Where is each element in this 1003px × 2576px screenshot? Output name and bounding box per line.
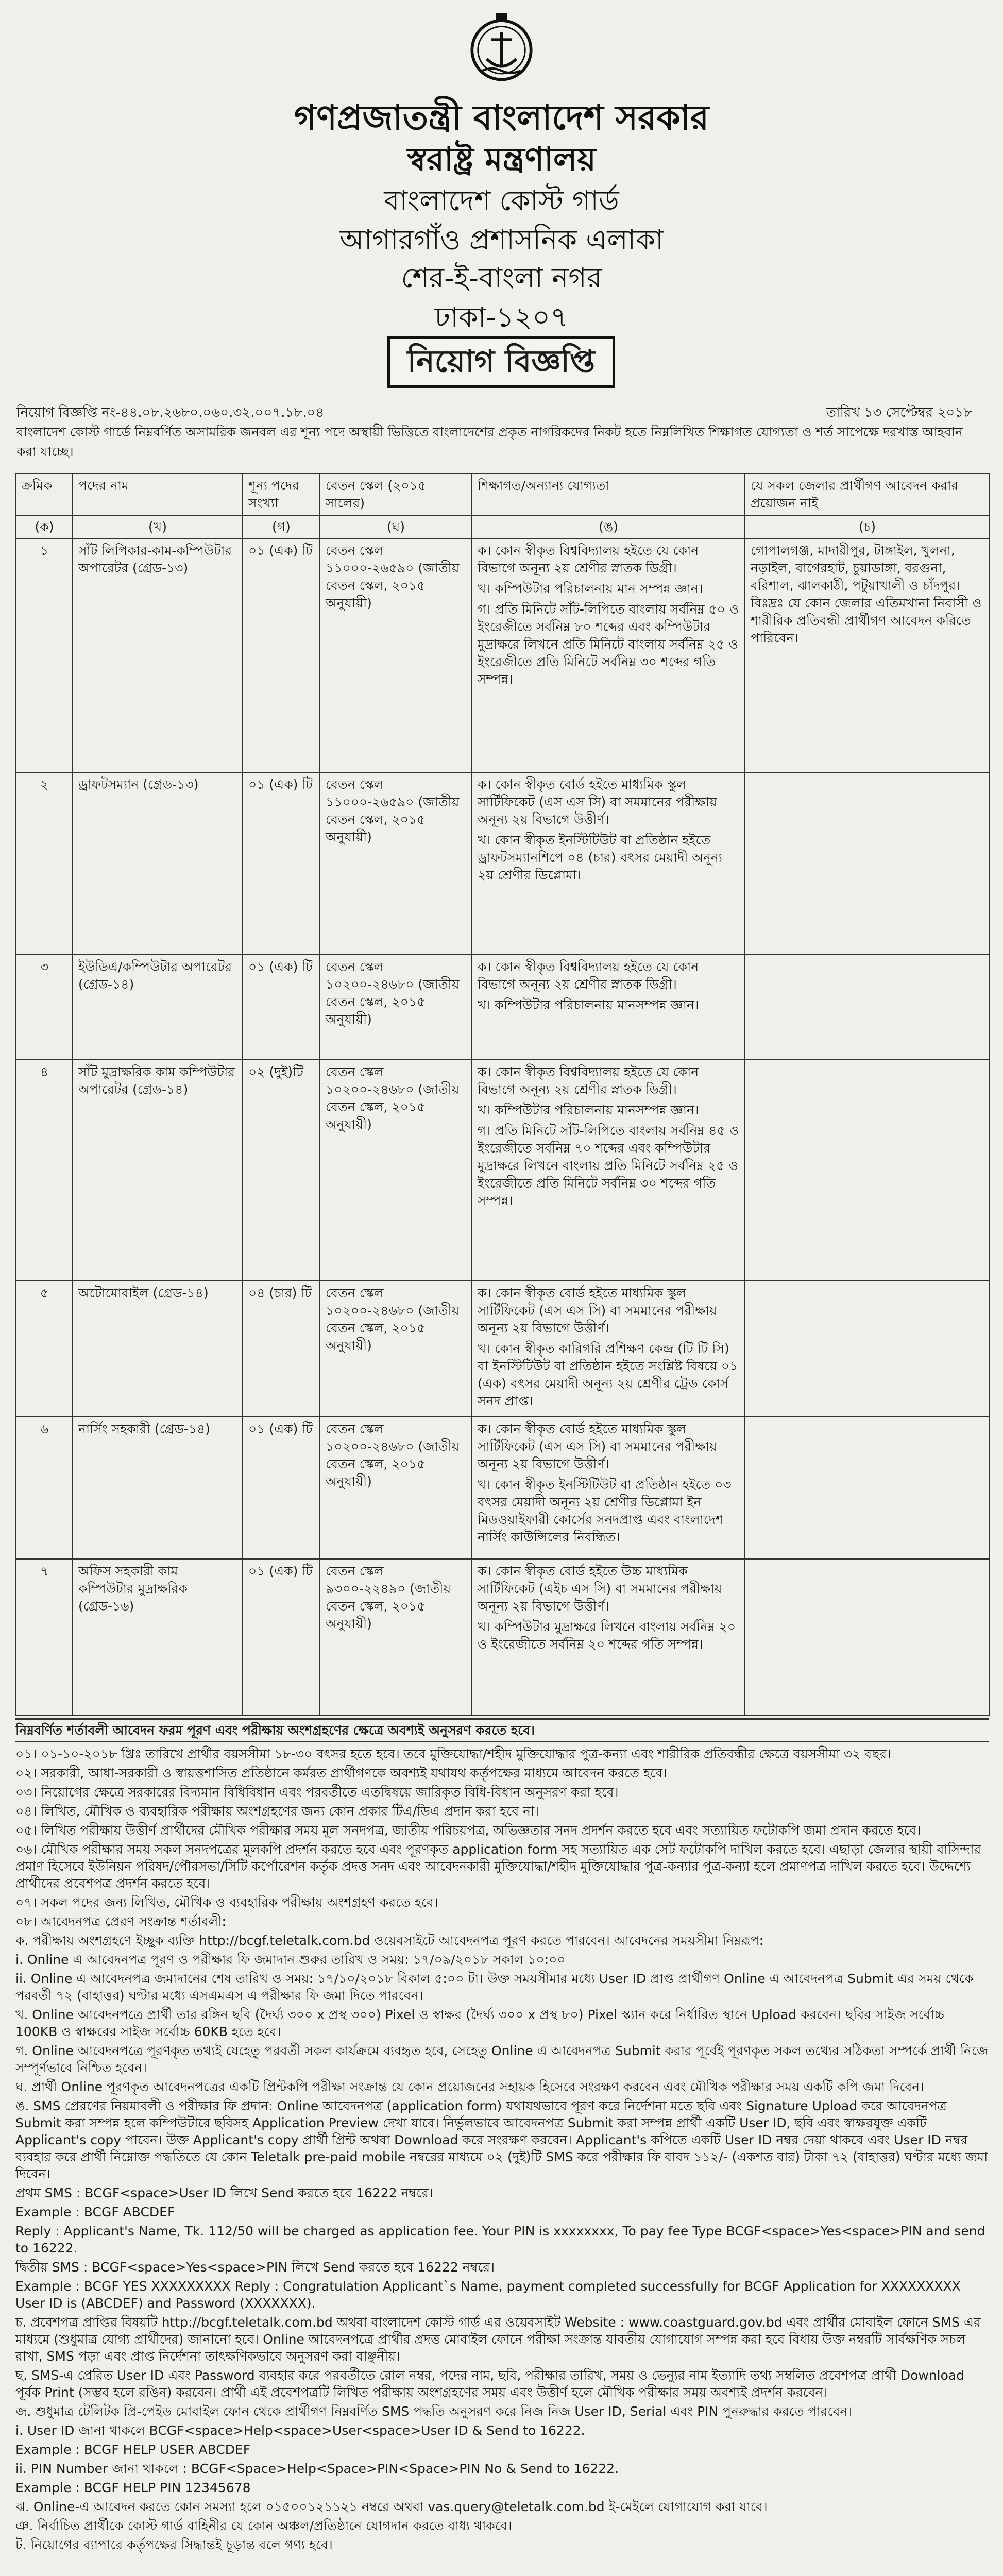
condition-item: ০৩। নিয়োগের ক্ষেত্রে সরকারের বিদ্যমান বিধিবিধান এবং পরবর্তীতে এতদ্বিষয়ে জারিকৃত বিধি-বিধান অনুসরণ করা হবে। — [15, 1785, 619, 1800]
sms-instruction: Example : BCGF HELP USER ABCDEF — [15, 2442, 251, 2457]
post-name-cell: অটোমোবাইল (গ্রেড-১৪) — [73, 1281, 243, 1417]
coast-guard-emblem-icon — [465, 10, 538, 84]
sms-instruction: i. User ID জানা থাকলে BCGF<space>Help<space>User<space>User ID & Send to 16222. — [15, 2423, 585, 2438]
vacancy-count-cell: ০১ (এক) টি — [243, 955, 320, 1060]
pay-scale-cell: বেতন স্কেল ১১০০০-২৬৫৯০ (জাতীয় বেতন স্কেল, ২০১৫ অনুযায়ী) — [320, 538, 472, 772]
conditions-title: নিম্নবর্ণিত শর্তাবলী আবেদন ফরম পূরণ এবং পরীক্ষায় অংশগ্রহণের ক্ষেত্রে অবশ্যই অনুসরণ করতে হবে। — [15, 1718, 989, 1742]
serial-cell: ৬ — [16, 1417, 73, 1559]
table-row — [16, 955, 990, 1060]
online-instruction: ii. Online এ আবেদনপত্র জমাদানের শেষ তারিখ ও সময়: ১৭/১০/২০১৮ বিকাল ৫:০০ টা। উক্ত সময়সীমার মধ্যে User ID প্রাপ্ত প্রার্থীগণ Online এ আবেদনপত্র Submit এর সময় থেকে পরবর্তী ৭২ (বাহাত্তর) ঘণ্টার মধ্যে এসএমএস এ পরীক্ষার ফি জমা দিতে পারবেন। — [15, 1971, 974, 2003]
post-name-cell: সাঁট মুদ্রাক্ষরিক কাম কম্পিউটার অপারেটর (গ্রেড-১৪) — [73, 1060, 243, 1281]
excluded-districts-cell — [745, 1060, 990, 1281]
qualification-item: খ। কোন স্বীকৃত ইনস্টিটিউট বা প্রতিষ্ঠান হইতে ০৩ বৎসর মেয়াদী অনূন্য ২য় শ্রেণীর ডিপ্লোমা ইন মিডওয়াইফারী কোর্সের সনদপ্রাপ্ত এবং বাংলাদেশ নার্সিং কাউন্সিলের নিবন্ধিত। — [478, 1477, 732, 1545]
post-name-cell: নার্সিং সহকারী (গ্রেড-১৪) — [73, 1417, 243, 1559]
excluded-districts-cell — [745, 955, 990, 1060]
sms-instruction: Example : BCGF ABCDEF — [15, 2205, 175, 2219]
organization-title: বাংলাদেশ কোস্ট গার্ড — [384, 184, 619, 217]
address-line-3: ঢাকা-১২০৭ — [434, 301, 569, 333]
header-qualification: শিক্ষাগত/অন্যান্য যোগ্যতা — [472, 473, 745, 516]
serial-cell: ২ — [16, 772, 73, 955]
column-letter: (ঙ) — [472, 516, 745, 538]
header-vacancy-count: শূন্য পদের সংখ্যা — [243, 473, 320, 516]
condition-item: ০১। ০১-১০-২০১৮ খ্রিঃ তারিখে প্রার্থীর বয়সসীমা ১৮-৩০ বৎসর হতে হবে। তবে মুক্তিযোদ্ধা/শহীদ মুক্তিযোদ্ধার পুত্র-কন্যা এবং শারীরিক প্রতিবন্ধীর ক্ষেত্রে বয়সসীমা ৩২ বছর। — [15, 1747, 892, 1761]
excluded-districts-cell — [745, 1559, 990, 1716]
vacancy-count-cell: ০৪ (চার) টি — [243, 1281, 320, 1417]
vacancy-count-cell: ০২ (দুই)টি — [243, 1060, 320, 1281]
column-letter: (ক) — [16, 516, 73, 538]
online-instruction: গ. Online আবেদনপত্রে পূরণকৃত তথ্যই যেহেতু পরবর্তী সকল কার্যক্রমে ব্যবহৃত হবে, সেহেতু Online এ আবেদনপত্র Submit করার পূর্বেই পূরণকৃত সকল তথ্যের সঠিকতা সম্পর্কে প্রার্থী নিজে সম্পূর্ণভাবে নিশ্চিত হবেন। — [15, 2043, 989, 2075]
condition-item: ০৪। লিখিত, মৌখিক ও ব্যবহারিক পরীক্ষায় অংশগ্রহণের জন্য কোন প্রকার টিএ/ডিএ প্রদান করা হবে না। — [15, 1804, 539, 1819]
condition-item: ০৮। আবেদনপত্র প্রেরণ সংক্রান্ত শর্তাবলী: — [15, 1914, 226, 1929]
table-row — [16, 772, 990, 955]
excluded-districts-cell — [745, 1417, 990, 1559]
sms-instruction: ঞ. নির্বাচিত প্রার্থীকে কোস্ট গার্ড বাহিনীর যে কোন অঞ্চল/প্রতিষ্ঠানে যোগদান করতে বাধ্য থাকবে। — [15, 2518, 512, 2533]
online-instruction: i. Online এ আবেদনপত্র পূরণ ও পরীক্ষার ফি জমাদান শুরুর তারিখ ও সময়: ১৭/০৯/২০১৮ সকাল ১০:০০ — [15, 1952, 566, 1967]
post-name-cell: অফিস সহকারী কাম কম্পিউটার মুদ্রাক্ষরিক (গ্রেড-১৬) — [73, 1559, 243, 1716]
post-name-cell: ড্রাফটসম্যান (গ্রেড-১৩) — [73, 772, 243, 955]
qualification-item: ক। কোন স্বীকৃত বোর্ড হইতে মাধ্যমিক স্কুল সার্টিফিকেট (এস এস সি) বা সমমানের পরীক্ষায় অনূন্য ২য় বিভাগে উত্তীর্ণ। — [478, 1421, 717, 1471]
table-row — [16, 1060, 990, 1281]
table-row — [16, 538, 990, 772]
qualification-cell — [472, 772, 745, 955]
sms-instruction: ii. PIN Number জানা থাকলে : BCGF<Space>Help<Space>PIN<Space>PIN No & Send to 16222. — [15, 2461, 619, 2476]
vacancy-table — [15, 473, 990, 1716]
pay-scale-cell: বেতন স্কেল ১০২০০-২৪৬৮০ (জাতীয় বেতন স্কেল, ২০১৫ অনুযায়ী) — [320, 1281, 472, 1417]
column-letter: (ঘ) — [320, 516, 472, 538]
qualification-item: ক। কোন স্বীকৃত বিশ্ববিদ্যালয় হইতে যে কোন বিভাগে অনূন্য ২য় শ্রেণীর স্নাতক ডিগ্রী। — [478, 959, 699, 992]
online-instruction: ঙ. SMS প্রেরণের নিয়মাবলী ও পরীক্ষার ফি প্রদান: Online আবেদনপত্র (application form) যথাযথভাবে পূরণ করে নির্দেশনা মতে ছবি এবং Signature Upload করে আবেদনপত্র Submit করা সম্পন্ন হলে কম্পিউটারে ছবিসহ Application Preview দেখা যাবে। নির্ভুলভাবে আবেদনপত্র Submit করা সম্পন্ন প্রার্থী একটি User ID, ছবি এবং স্বাক্ষরযুক্ত একটি Applicant's copy পাবেন। উক্ত Applicant's copy প্রার্থী প্রিন্ট অথবা Download করে সংরক্ষণ করবেন। Applicant's কপিতে একটি User ID নম্বর দেয়া থাকবে এবং User ID নম্বর ব্যবহার করে প্রার্থী নিম্নোক্ত পদ্ধতিতে যে কোন Teletalk pre-paid mobile নম্বরের মাধ্যমে ০২ (দুই)টি SMS করে পরীক্ষার ফি বাবদ ১১২/- (একশত বার) টাকা ৭২ (বাহাত্তর) ঘণ্টার মধ্যে জমা দিবেন। — [15, 2098, 988, 2181]
sms-instruction: দ্বিতীয় SMS : BCGF<space>Yes<space>PIN লিখে Send করতে হবে 16222 নম্বরে। — [15, 2260, 495, 2275]
condition-item: ০৫। লিখিত পরীক্ষায় উত্তীর্ণ প্রার্থীদের মৌখিক পরীক্ষার সময় মূল সনদপত্র, জাতীয় পরিচয়পত্র, অভিজ্ঞতার সনদ প্রদর্শন করতে হবে এবং সত্যায়িত ফটোকপি জমা প্রদান করতে হবে। — [15, 1823, 921, 1838]
serial-cell: ১ — [16, 538, 73, 772]
reference-number: নিয়োগ বিজ্ঞপ্তি নং-৪৪.০৮.২৬৮০.০৬০.৩২.০০৭.১৮.০৪ — [16, 405, 325, 420]
pay-scale-cell: বেতন স্কেল ১০২০০-২৪৬৮০ (জাতীয় বেতন স্কেল, ২০১৫ অনুযায়ী) — [320, 1060, 472, 1281]
intro-paragraph: বাংলাদেশ কোস্ট গার্ডে নিম্নবর্ণিত অসামরিক জনবল এর শূন্য পদে অস্থায়ী ভিত্তিতে বাংলাদেশের প্রকৃত নাগরিকদের নিকট হতে নিম্নলিখিত শিক্ষাগত যোগ্যতা ও শর্ত সাপেক্ষে দরখাস্ত আহবান করা যাচ্ছে। — [16, 425, 963, 459]
government-title: গণপ্রজাতন্ত্রী বাংলাদেশ সরকার — [294, 98, 709, 138]
pay-scale-cell: বেতন স্কেল ১১০০০-২৬৫৯০ (জাতীয় বেতন স্কেল, ২০১৫ অনুযায়ী) — [320, 772, 472, 955]
sms-instruction: ছ. SMS-এ প্রেরিত User ID এবং Password ব্যবহার করে পরবর্তীতে রোল নম্বর, পদের নাম, ছবি, পরীক্ষার তারিখ, সময় ও ভেন্যুর নাম ইত্যাদি তথ্য সম্বলিত প্রবেশপত্র প্রার্থী Download পূর্বক Print (সম্ভব হলে রঙিন) করবেন। প্রার্থী এই প্রবেশপত্রটি লিখিত পরীক্ষায় অংশগ্রহণের সময় এবং উত্তীর্ণ হলে মৌখিক পরীক্ষার সময় অবশ্যই প্রদর্শন করবেন। — [15, 2368, 965, 2400]
header-post-name: পদের নাম — [73, 473, 243, 516]
qualification-item: খ। কোন স্বীকৃত ইনস্টিটিউট বা প্রতিষ্ঠান হইতে ড্রাফটসম্যানশিপে ০৪ (চার) বৎসর মেয়াদী অনূন্য ২য় শ্রেণীর ডিপ্লোমা। — [478, 833, 723, 883]
column-letter: (চ) — [745, 516, 990, 538]
qualification-item: গ। প্রতি মিনিটে সাঁট-লিপিতে বাংলায় সর্বনিম্ন ৪৫ ও ইংরেজীতে সর্বনিম্ন ৭০ শব্দের এবং কম্পিউটার মুদ্রাক্ষরে লিখনে বাংলায় প্রতি মিনিটে সর্বনিম্ন ২৫ ও ইংরেজীতে প্রতি মিনিটে সর্বনিম্ন ৩০ শব্দের গতি সম্পন্ন। — [478, 1123, 739, 1208]
condition-item: ০৭। সকল পদের জন্য লিখিত, মৌখিক ও ব্যবহারিক পরীক্ষায় অংশগ্রহণ করতে হবে। — [15, 1895, 438, 1910]
post-name-cell: ইউডিএ/কম্পিউটার অপারেটর (গ্রেড-১৪) — [73, 955, 243, 1060]
qualification-item: খ। কম্পিউটার পরিচালনায় মানসম্পন্ন জ্ঞান। — [478, 997, 699, 1012]
sms-instruction: Example : BCGF YES XXXXXXXXX Reply : Congratulation Applicant`s Name, payment completed successfully for BCGF Application for XXXXXXXXX User ID is (ABCDEF) and Password (XXXXXXX). — [15, 2279, 961, 2311]
serial-cell: ৭ — [16, 1559, 73, 1716]
qualification-cell — [472, 1281, 745, 1417]
table-row — [16, 1417, 990, 1559]
condition-item: ০৬। মৌখিক পরীক্ষার সময় সকল সনদপত্রের মূলকপি প্রদর্শন করতে হবে এবং পূরণকৃত application form সহ সত্যায়িত এক সেট ফটোকপি দাখিল করতে হবে। এছাড়া জেলার স্থায়ী বাসিন্দার প্রমাণ হিসেবে ইউনিয়ন পরিষদ/পৌরসভা/সিটি কর্পোরেশন কর্তৃক প্রদত্ত সনদ এবং আবেদনকারী মুক্তিযোদ্ধা/শহীদ মুক্তিযোদ্ধার পুত্র-কন্যার পুত্র-কন্যা হলে প্রমাণপত্র দাখিল করতে হবে। উদ্দেশ্যে প্রার্থীদের প্রবেশপত্র প্রদর্শন করতে হবে। — [15, 1842, 981, 1891]
ministry-title: স্বরাষ্ট্র মন্ত্রণালয় — [407, 140, 596, 178]
conditions-section — [15, 1718, 989, 2576]
sms-instruction: Reply : Applicant's Name, Tk. 112/50 will be charged as application fee. Your PIN is xxxxxxxx, To pay fee Type BCGF<space>Yes<space>PIN and send to 16222. — [15, 2224, 985, 2256]
qualification-cell — [472, 1417, 745, 1559]
pay-scale-cell: বেতন স্কেল ৯৩০০-২২৪৯০ (জাতীয় বেতন স্কেল, ২০১৫ অনুযায়ী) — [320, 1559, 472, 1716]
qualification-item: ক। কোন স্বীকৃত বিশ্ববিদ্যালয় হইতে যে কোন বিভাগে অনূন্য ২য় শ্রেণীর স্নাতক ডিগ্রী। — [478, 543, 699, 575]
table-header-row — [16, 473, 990, 516]
online-instruction: ক. পরীক্ষায় অংশগ্রহণে ইচ্ছুক ব্যক্তি http://bcgf.teletalk.com.bd ওয়েবসাইটে আবেদনপত্র পূরণ করতে পারবেন। আবেদনের সময়সীমা নিম্নরূপ: — [15, 1933, 764, 1948]
vacancy-count-cell: ০১ (এক) টি — [243, 772, 320, 955]
excluded-districts-cell: গোপালগঞ্জ, মাদারীপুর, টাঙ্গাইল, খুলনা, নড়াইল, বাগেরহাট, চুয়াডাঙ্গা, বরগুনা, বরিশাল, ঝালকাঠী, পটুয়াখালী ও চাঁদপুর। বিঃদ্রঃ যে কোন জেলার এতিমখানা নিবাসী ও শারীরিক প্রতিবন্ধী প্রার্থীগণ আবেদন করিতে পারিবেন। — [745, 538, 990, 772]
qualification-cell — [472, 1060, 745, 1281]
qualification-item: খ। কম্পিউটার পরিচালনায় মান সম্পন্ন জ্ঞান। — [478, 581, 703, 596]
sms-instruction: ঝ. Online-এ আবেদন করতে কোন সমস্যা হলে ০১৫০০১২১১২১ নম্বরে অথবা vas.query@teletalk.com.bd ই-মেইলে যোগাযোগ করা যাবে। — [15, 2499, 768, 2514]
excluded-districts-cell — [745, 1281, 990, 1417]
pay-scale-cell: বেতন স্কেল ১০২০০-২৪৬৮০ (জাতীয় বেতন স্কেল, ২০১৫ অনুযায়ী) — [320, 955, 472, 1060]
table-row — [16, 1559, 990, 1716]
qualification-item: ক। কোন স্বীকৃত বিশ্ববিদ্যালয় হইতে যে কোন বিভাগে অনূন্য ২য় শ্রেণীর স্নাতক ডিগ্রী। — [478, 1064, 699, 1097]
pay-scale-cell: বেতন স্কেল ১০২০০-২৪৬৮০ (জাতীয় বেতন স্কেল, ২০১৫ অনুযায়ী) — [320, 1417, 472, 1559]
vacancy-count-cell: ০১ (এক) টি — [243, 1559, 320, 1716]
table-row — [16, 1281, 990, 1417]
serial-cell: ৪ — [16, 1060, 73, 1281]
column-letter: (খ) — [73, 516, 243, 538]
qualification-cell — [472, 538, 745, 772]
qualification-item: ক। কোন স্বীকৃত বোর্ড হইতে মাধ্যমিক স্কুল সার্টিফিকেট (এস এস সি) বা সমমানের পরীক্ষায় অনূন্য ২য় বিভাগে উত্তীর্ণ। — [478, 1285, 717, 1335]
condition-item: ০২। সরকারী, আধা-সরকারী ও স্বায়ত্তশাসিত প্রতিষ্ঠানে কর্মরত প্রার্থীগণকে অবশ্যই যথাযথ কর্তৃপক্ষের মাধ্যমে আবেদন করতে হবে। — [15, 1766, 667, 1781]
address-line-1: আগারগাঁও প্রশাসনিক এলাকা — [339, 224, 664, 256]
notice-title: নিয়োগ বিজ্ঞপ্তি — [387, 336, 615, 388]
excluded-districts-cell — [745, 772, 990, 955]
online-instruction: ঘ. প্রার্থী Online পূরণকৃত আবেদনপত্রের একটি প্রিন্টকপি পরীক্ষা সংক্রান্ত যে কোন প্রয়োজনের সহায়ক হিসেবে সংরক্ষণ করবেন এবং মৌখিক পরীক্ষার সময় একটি কপি জমা দিবেন। — [15, 2079, 925, 2094]
serial-cell: ৩ — [16, 955, 73, 1060]
qualification-item: গ। প্রতি মিনিটে সাঁট-লিপিতে বাংলায় সর্বনিম্ন ৫০ ও ইংরেজীতে সর্বনিম্ন ৮০ শব্দের এবং কম্পিউটার মুদ্রাক্ষরে লিখনে প্রতি মিনিটে বাংলায় সর্বনিম্ন ২৫ ও ইংরেজীতে প্রতি মিনিটে সর্বনিম্ন ৩০ শব্দের গতি সম্পন্ন। — [478, 602, 739, 687]
header-pay-scale: বেতন স্কেল (২০১৫ সালের) — [320, 473, 472, 516]
post-name-cell: সাঁট লিপিকার-কাম-কম্পিউটার অপারেটর (গ্রেড-১৩) — [73, 538, 243, 772]
qualification-item: খ। কম্পিউটার মুদ্রাক্ষরে লিখনে বাংলায় সর্বনিম্ন ২০ ও ইংরেজীতে সর্বনিম্ন ২০ শব্দের গতি সম্পন্ন। — [478, 1619, 736, 1652]
qualification-cell — [472, 1559, 745, 1716]
sms-instruction: জ. শুধুমাত্র টেলিটক প্রি-পেইড মোবাইল ফোন থেকে প্রার্থীগণ নিম্নবর্ণিত SMS পদ্ধতি অনুসরণ করে নিজ নিজ User ID, Serial এবং PIN পুনরুদ্ধার করতে পারবেন। — [15, 2404, 853, 2419]
qualification-item: ক। কোন স্বীকৃত বোর্ড হইতে মাধ্যমিক স্কুল সার্টিফিকেট (এস এস সি) বা সমমানের পরীক্ষায় অনূন্য ২য় বিভাগে উত্তীর্ণ। — [478, 777, 717, 827]
sms-instruction: চ. প্রবেশপত্র প্রাপ্তির বিষয়টি http://bcgf.teletalk.com.bd অথবা বাংলাদেশ কোস্ট গার্ড এর ওয়েবসাইট Website : www.coastguard.gov.bd এবং প্রার্থীর মোবাইল ফোনে SMS এর মাধ্যমে (শুধুমাত্র যোগ্য প্রার্থীদের) জানানো হবে। Online আবেদনপত্রে প্রার্থীর প্রদত্ত মোবাইল ফোনে পরীক্ষা সংক্রান্ত যাবতীয় যোগাযোগ সম্পন্ন করা হবে বিধায় উক্ত নম্বরটি সার্বক্ষণিক সচল রাখা, SMS পড়া এবং প্রাপ্ত নির্দেশনা তাৎক্ষণিকভাবে অনুসরণ করা বাঞ্ছনীয়। — [15, 2315, 981, 2364]
serial-cell: ৫ — [16, 1281, 73, 1417]
qualification-item: ক। কোন স্বীকৃত বোর্ড হইতে উচ্চ মাধ্যমিক সার্টিফিকেট (এইচ এস সি) বা সমমানের পরীক্ষায় অনূন্য ২য় বিভাগে উত্তীর্ণ। — [478, 1564, 722, 1614]
column-letter-row — [16, 516, 990, 538]
qualification-item: খ। কম্পিউটার পরিচালনায় মানসম্পন্ন জ্ঞান। — [478, 1103, 699, 1117]
qualification-item: খ। কোন স্বীকৃত কারিগরি প্রশিক্ষণ কেন্দ্র (টি টি সি) বা ইনস্টিটিউট বা প্রতিষ্ঠান হইতে সংশ্লিষ্ট বিষয়ে ০১ (এক) বৎসর মেয়াদী অনূন্য ২য় শ্রেণীর ট্রেড কোর্স সনদ প্রাপ্ত। — [478, 1341, 738, 1409]
column-letter: (গ) — [243, 516, 320, 538]
vacancy-count-cell: ০১ (এক) টি — [243, 538, 320, 772]
online-instruction: খ. Online আবেদনপত্রে প্রার্থী তার রঙ্গিন ছবি (দৈর্ঘ্য ৩০০ x প্রস্থ ৩০০) Pixel ও স্বাক্ষর (দৈর্ঘ্য ৩০০ x প্রস্থ ৮০) Pixel স্ক্যান করে নির্ধারিত স্থানে Upload করবেন। ছবির সাইজ সর্বোচ্চ 100KB ও স্বাক্ষরের সাইজ সর্বোচ্চ 60KB হতে হবে। — [15, 2007, 945, 2039]
header-serial: ক্রমিক — [16, 473, 73, 516]
vacancy-count-cell: ০১ (এক) টি — [243, 1417, 320, 1559]
sms-instruction: প্রথম SMS : BCGF<space>User ID লিখে Send করতে হবে 16222 নম্বরে। — [15, 2185, 433, 2200]
notice-date: তারিখ ১৩ সেপ্টেম্বর ২০১৮ — [826, 405, 972, 420]
sms-instruction: Example : BCGF HELP PIN 12345678 — [15, 2480, 251, 2495]
qualification-cell — [472, 955, 745, 1060]
sms-instruction: ট. নিয়োগের ব্যাপারে কর্তৃপক্ষের সিদ্ধান্তই চূড়ান্ত বলে গণ্য হবে। — [15, 2537, 333, 2552]
address-line-2: শের-ই-বাংলা নগর — [401, 262, 602, 294]
header-excluded-districts: যে সকল জেলার প্রার্থীগণ আবেদন করার প্রয়োজন নাই — [745, 473, 990, 516]
